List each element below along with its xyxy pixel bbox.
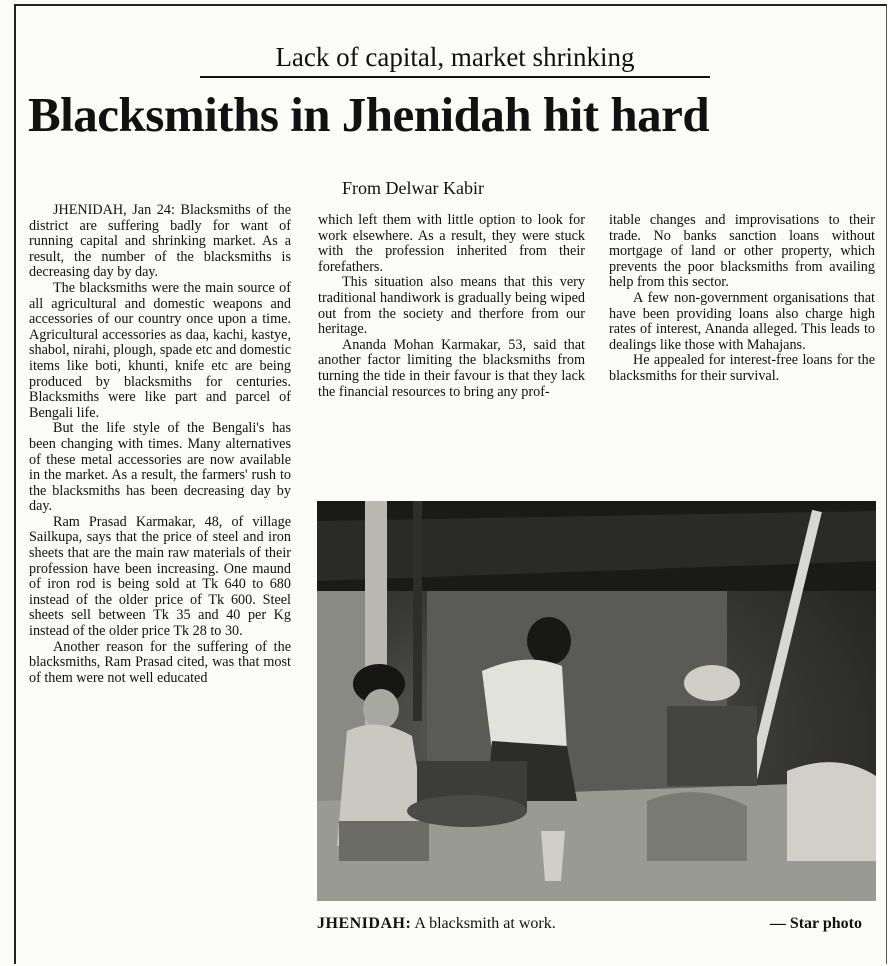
paragraph: which left them with little option to look for work elsewhere. As a result, they were stuck with the profession inherited from their forefathers. bbox=[318, 212, 585, 275]
paragraph: JHENIDAH, Jan 24: Blacksmiths of the district are suffering badly for want of running capital and shrinking market. As a result, the number of the blacksmiths is decreasing day by day. bbox=[29, 203, 291, 281]
caption-body bbox=[317, 914, 556, 934]
paragraph: But the life style of the Bengali's has been changing with times. Many alternatives of these metal accessories are now available in the market. As a result, the farmers' rush to the blacksmiths has been decreasing day by day. bbox=[29, 420, 291, 515]
paragraph: This situation also means that this very traditional handiwork is gradually being wiped out from the society and therfore from our heritage. bbox=[318, 274, 585, 338]
paragraph: Ram Prasad Karmakar, 48, of village Sailkupa, says that the price of steel and iron sheets that are the main raw materials of their profession have been increasing. One maund of iron rod is being sold at Tk 640 to 680 instead of the older price of Tk 600. Steel sheets sell between Tk 35 and 40 per Kg instead of the older price Tk 28 to 30. bbox=[29, 513, 291, 640]
photo-caption bbox=[317, 914, 862, 934]
caption-text: A blacksmith at work. bbox=[414, 915, 556, 932]
kicker-underline bbox=[200, 76, 710, 78]
article-column-3 bbox=[609, 213, 875, 385]
article-column-1 bbox=[29, 203, 291, 933]
paragraph: He appealed for interest-free loans for the blacksmiths for their survival. bbox=[609, 352, 875, 384]
paragraph: The blacksmiths were the main source of all agricultural and domestic weapons and accessories of our country once upon a time. Agricultural accessories as daa, kachi, kastye, shabol, nirahi, plough, spade etc and domestic items like boti, khunti, knife etc are being produced by blacksmiths for centuries. Blacksmiths were like part and parcel of Bengali life. bbox=[29, 279, 291, 421]
photo-credit: — Star photo bbox=[769, 915, 862, 932]
photo-illustration bbox=[317, 501, 876, 901]
paragraph: A few non-government organisations that have been providing loans also charge high rates of interest, Ananda alleged. This leads to dealings like those with Mahajans. bbox=[609, 289, 875, 353]
kicker-headline: Lack of capital, market shrinking bbox=[275, 42, 635, 72]
paragraph: itable changes and improvisations to their trade. No banks sanction loans without mortgage of land or other property, which prevents the poor blacksmiths from availing help from this sector. bbox=[609, 212, 875, 291]
caption-place: JHENIDAH: bbox=[317, 915, 412, 932]
main-headline: Blacksmiths in Jhenidah hit hard bbox=[28, 87, 710, 142]
blacksmith-photo bbox=[317, 501, 876, 901]
article-column-2 bbox=[318, 213, 585, 400]
paragraph: Ananda Mohan Karmakar, 53, said that another factor limiting the blacksmiths from turning the tide in their favour is that they lack the financial resources to bring any prof- bbox=[318, 336, 585, 400]
paragraph: Another reason for the suffering of the blacksmiths, Ram Prasad cited, was that most of them were not well educated bbox=[29, 638, 291, 686]
byline: From Delwar Kabir bbox=[342, 178, 484, 198]
